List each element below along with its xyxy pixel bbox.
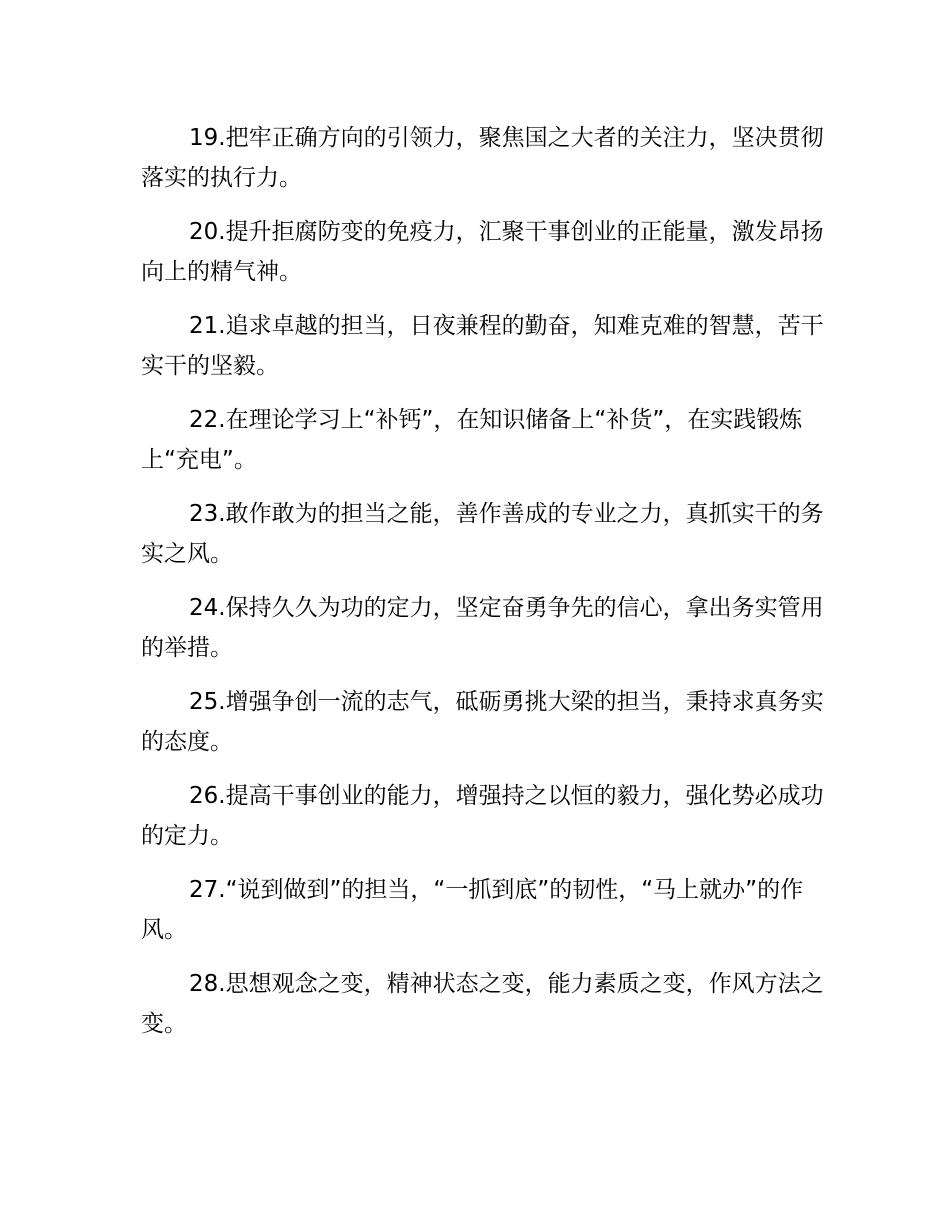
paragraph-20: 20.提升拒腐防变的免疫力，汇聚干事创业的正能量，激发昂扬向上的精气神。 <box>141 219 824 285</box>
document-body <box>141 118 833 1058</box>
paragraph-21: 21.追求卓越的担当，日夜兼程的勤奋，知难克难的智慧，苦干实干的坚毅。 <box>141 313 824 379</box>
paragraph-22: 22.在理论学习上“补钙”，在知识储备上“补货”，在实践锻炼上“充电”。 <box>141 407 803 473</box>
paragraph-28: 28.思想观念之变，精神状态之变，能力素质之变，作风方法之变。 <box>141 971 824 1037</box>
paragraph-25: 25.增强争创一流的志气，砥砺勇挑大梁的担当，秉持求真务实的态度。 <box>141 689 824 755</box>
paragraph-27: 27.“说到做到”的担当，“一抓到底”的韧性，“马上就办”的作风。 <box>141 877 804 943</box>
paragraph-19: 19.把牢正确方向的引领力，聚焦国之大者的关注力，坚决贯彻落实的执行力。 <box>141 125 824 191</box>
paragraph-23: 23.敢作敢为的担当之能，善作善成的专业之力，真抓实干的务实之风。 <box>141 501 824 567</box>
paragraph-24: 24.保持久久为功的定力，坚定奋勇争先的信心，拿出务实管用的举措。 <box>141 595 824 661</box>
paragraph-26: 26.提高干事创业的能力，增强持之以恒的毅力，强化势必成功的定力。 <box>141 783 824 849</box>
